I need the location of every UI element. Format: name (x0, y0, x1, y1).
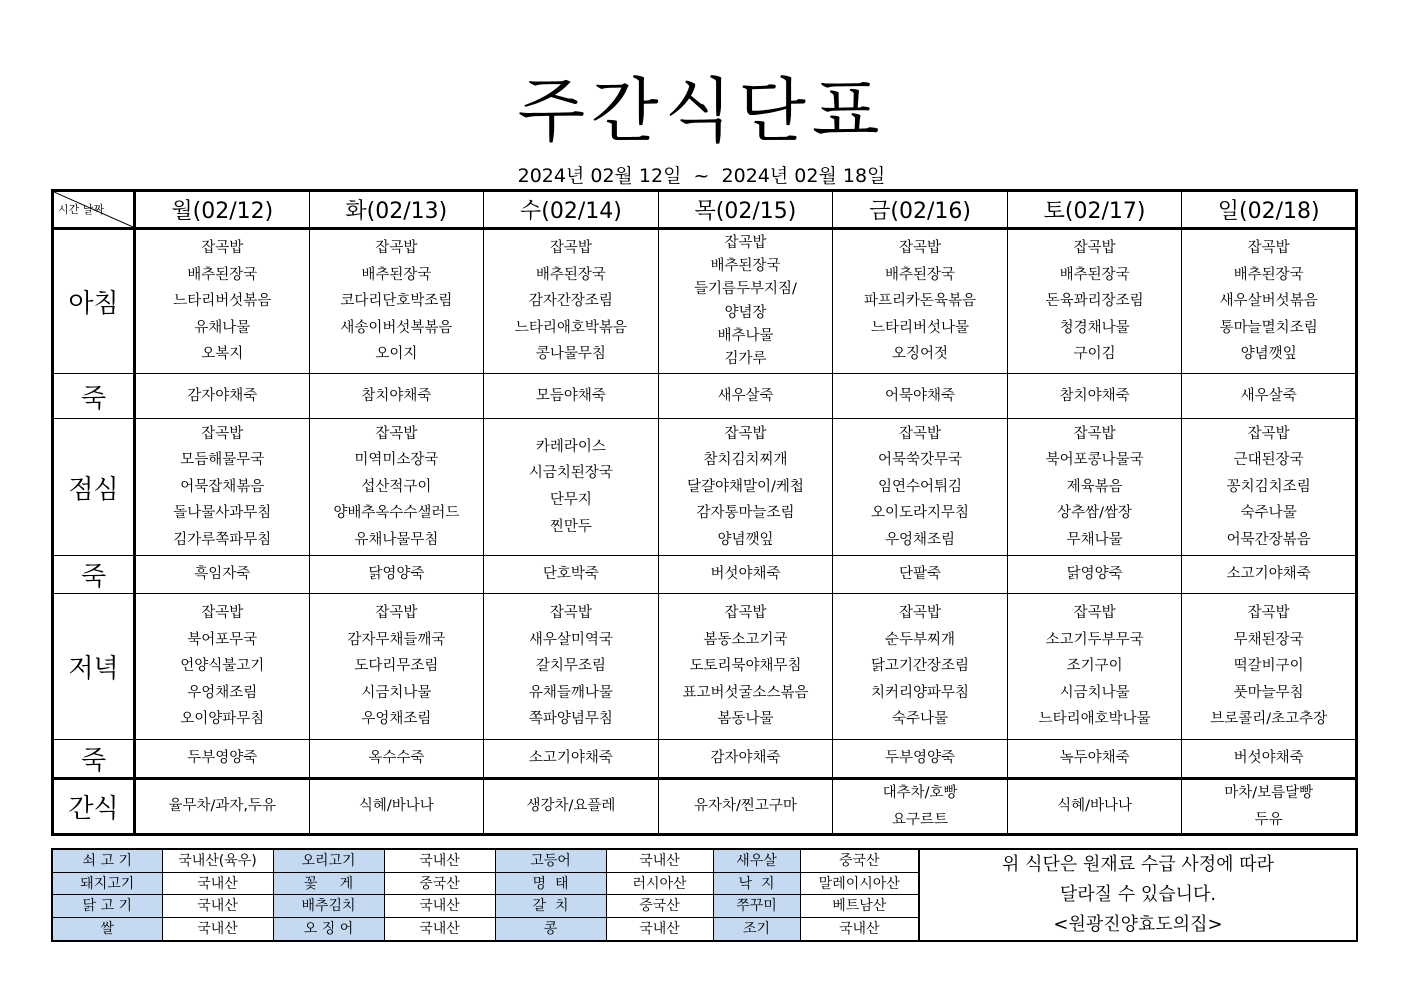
origin-country: 국내산 (384, 918, 495, 941)
ingredient-name: 명 태 (495, 872, 606, 895)
menu-item: 숙주나물 (1240, 505, 1297, 522)
menu-item: 꽁치김치조림 (1226, 478, 1311, 495)
menu-cell (135, 419, 310, 556)
menu-item: 떡갈비구이 (1233, 658, 1304, 675)
menu-item: 김가루 (724, 350, 767, 367)
note-line: <원광진양효도의집> (1053, 914, 1223, 935)
menu-item: 치커리양파무침 (871, 684, 970, 701)
menu-item: 새우살죽 (1240, 387, 1297, 404)
menu-item: 배추된장국 (361, 266, 432, 283)
ingredient-name: 꽃 게 (273, 872, 384, 895)
origin-country: 중국산 (606, 895, 713, 918)
menu-cell (309, 779, 484, 835)
menu-item: 언양식불고기 (180, 658, 265, 675)
menu-cell (135, 229, 310, 374)
ingredient-name: 조기 (713, 918, 800, 941)
menu-item: 시금치나물 (1059, 684, 1130, 701)
menu-cell (309, 740, 484, 779)
menu-item: 어묵쑥갓무국 (878, 452, 963, 469)
menu-item: 우엉채조림 (885, 531, 956, 548)
menu-item: 시금치된장국 (528, 465, 613, 482)
menu-cell (1182, 229, 1357, 374)
menu-item: 코다리단호박조림 (340, 293, 453, 310)
corner-label: 시간 날짜 (58, 203, 105, 216)
menu-cell (833, 556, 1008, 594)
menu-item: 상추쌈/쌈장 (1057, 505, 1133, 522)
menu-item: 잡곡밥 (1247, 240, 1290, 257)
menu-row-snack (53, 779, 1357, 835)
ingredient-name: 쭈꾸미 (713, 895, 800, 918)
menu-item: 돌나물사과무침 (173, 505, 272, 522)
page-title: 주간식단표 (517, 70, 886, 152)
menu-item: 버섯야채죽 (710, 566, 781, 583)
menu-item: 잡곡밥 (375, 605, 418, 622)
day-header-tue: 화(02/13) (309, 191, 484, 229)
menu-item: 도다리무조림 (354, 658, 439, 675)
menu-item: 오이도라지무침 (871, 505, 970, 522)
menu-cell (484, 374, 659, 419)
menu-item: 식혜/바나나 (1057, 798, 1133, 815)
menu-cell (135, 740, 310, 779)
menu-item: 양념깻잎 (717, 531, 774, 548)
meal-label: 죽 (53, 374, 135, 419)
menu-row-lunch (53, 419, 1357, 556)
menu-cell (833, 779, 1008, 835)
menu-cell (484, 556, 659, 594)
ingredient-name: 콩 (495, 918, 606, 941)
menu-item: 참치김치찌개 (703, 452, 788, 469)
menu-cell (1182, 556, 1357, 594)
menu-item: 배추된장국 (1059, 266, 1130, 283)
ingredient-name: 낙 지 (713, 872, 800, 895)
menu-item: 구이김 (1073, 346, 1116, 363)
menu-item: 섭산적구이 (361, 478, 432, 495)
meal-label: 아침 (53, 229, 135, 374)
menu-item: 순두부찌개 (885, 631, 956, 648)
menu-item: 브로콜리/초고추장 (1210, 711, 1328, 728)
menu-cell (1182, 374, 1357, 419)
menu-item: 쪽파양념무침 (528, 711, 613, 728)
menu-cell (309, 556, 484, 594)
menu-item: 미역미소장국 (354, 452, 439, 469)
menu-cell (1007, 779, 1182, 835)
menu-item: 옥수수죽 (368, 750, 425, 767)
ingredient-name: 쌀 (52, 918, 162, 941)
menu-item: 갈치무조림 (535, 658, 606, 675)
ingredient-name: 오 징 어 (273, 918, 384, 941)
menu-item: 오복지 (201, 346, 244, 363)
menu-cell (484, 229, 659, 374)
menu-row-dinner (53, 594, 1357, 740)
menu-item: 무채된장국 (1233, 631, 1304, 648)
menu-item: 두유 (1254, 811, 1283, 828)
menu-cell (484, 594, 659, 740)
origin-country: 국내산 (800, 918, 919, 941)
menu-cell (833, 229, 1008, 374)
menu-item: 북어포무국 (187, 631, 258, 648)
menu-item: 도토리묵야채무침 (689, 658, 802, 675)
menu-item: 닭영양죽 (1066, 566, 1123, 583)
menu-item: 숙주나물 (892, 711, 949, 728)
menu-item: 배추된장국 (187, 266, 258, 283)
origin-country: 러시아산 (606, 872, 713, 895)
menu-cell (658, 556, 833, 594)
origin-country: 국내산 (606, 849, 713, 872)
origin-country: 중국산 (384, 872, 495, 895)
origin-country: 국내산 (384, 849, 495, 872)
menu-item: 김가루쪽파무침 (173, 531, 272, 548)
menu-item: 찐만두 (549, 518, 592, 535)
menu-item: 배추된장국 (710, 258, 781, 275)
origin-row (52, 849, 1357, 872)
ingredient-name: 배추김치 (273, 895, 384, 918)
menu-item: 버섯야채죽 (1233, 750, 1304, 767)
menu-cell (1182, 594, 1357, 740)
menu-item: 잡곡밥 (1073, 605, 1116, 622)
menu-item: 닭영양죽 (368, 566, 425, 583)
ingredient-name: 닭 고 기 (52, 895, 162, 918)
day-header-fri: 금(02/16) (833, 191, 1008, 229)
menu-item: 봄동나물 (717, 711, 774, 728)
menu-item: 두부영양죽 (187, 750, 258, 767)
menu-item: 잡곡밥 (1247, 425, 1290, 442)
menu-cell (658, 779, 833, 835)
menu-item: 소고기야채죽 (528, 750, 613, 767)
menu-item: 배추된장국 (885, 266, 956, 283)
menu-cell (1007, 229, 1182, 374)
menu-item: 유채나물 (194, 319, 251, 336)
origin-country: 국내산 (162, 895, 273, 918)
menu-item: 잡곡밥 (899, 605, 942, 622)
menu-item: 식혜/바나나 (358, 798, 434, 815)
menu-cell (658, 374, 833, 419)
menu-item: 무채나물 (1066, 531, 1123, 548)
menu-item: 배추나물 (717, 327, 774, 344)
origin-country: 중국산 (800, 849, 919, 872)
menu-item: 잡곡밥 (899, 425, 942, 442)
menu-item: 느타리애호박나물 (1038, 711, 1151, 728)
menu-item: 새우살미역국 (528, 631, 613, 648)
menu-cell (833, 374, 1008, 419)
menu-item: 잡곡밥 (1073, 425, 1116, 442)
menu-item: 새우살버섯볶음 (1219, 293, 1318, 310)
menu-item: 양배추옥수수샐러드 (333, 505, 460, 522)
menu-item: 잡곡밥 (375, 240, 418, 257)
menu-item: 소고기야채죽 (1226, 566, 1311, 583)
menu-item: 느타리애호박볶음 (514, 319, 627, 336)
ingredient-name: 고등어 (495, 849, 606, 872)
menu-item: 대추차/호빵 (882, 785, 958, 801)
menu-item: 새송이버섯복볶음 (340, 319, 453, 336)
menu-item: 봄동소고기국 (703, 631, 788, 648)
menu-cell (309, 594, 484, 740)
menu-cell (1182, 740, 1357, 779)
menu-cell (135, 594, 310, 740)
menu-item: 요구르트 (892, 811, 949, 828)
menu-item: 모듬해물무국 (180, 452, 265, 469)
meal-label: 저녁 (53, 594, 135, 740)
menu-item: 통마늘멸치조림 (1219, 319, 1318, 336)
weekly-menu-table (51, 189, 1358, 836)
origin-country: 베트남산 (800, 895, 919, 918)
menu-item: 참치야채죽 (361, 387, 432, 404)
menu-item: 잡곡밥 (201, 605, 244, 622)
menu-item: 잡곡밥 (549, 240, 592, 257)
day-header-row (53, 191, 1357, 229)
menu-item: 닭고기간장조림 (871, 658, 970, 675)
menu-cell (135, 374, 310, 419)
menu-item: 감자야채죽 (187, 387, 258, 404)
menu-cell (1007, 594, 1182, 740)
menu-item: 감자야채죽 (710, 750, 781, 767)
supply-note (919, 849, 1357, 941)
menu-cell (1182, 419, 1357, 556)
menu-row-porridge (53, 374, 1357, 419)
menu-cell (1007, 740, 1182, 779)
ingredient-name: 오리고기 (273, 849, 384, 872)
menu-cell (658, 594, 833, 740)
menu-item: 단무지 (549, 492, 592, 508)
menu-item: 오이양파무침 (180, 711, 265, 728)
day-header-mon: 월(02/12) (135, 191, 310, 229)
menu-item: 잡곡밥 (375, 425, 418, 442)
menu-cell (309, 229, 484, 374)
menu-item: 어묵잡채볶음 (180, 478, 265, 495)
menu-item: 청경채나물 (1059, 319, 1130, 336)
menu-item: 배추된장국 (535, 266, 606, 283)
meal-label: 죽 (53, 740, 135, 779)
menu-item: 카레라이스 (535, 438, 606, 455)
meal-label: 간식 (53, 779, 135, 835)
menu-cell (658, 419, 833, 556)
menu-item: 파프리카돈육볶음 (864, 293, 977, 310)
menu-item: 풋마늘무침 (1233, 684, 1304, 701)
menu-item: 잡곡밥 (724, 234, 767, 251)
menu-item: 제육볶음 (1066, 478, 1123, 495)
date-range: 2024년 02월 12일 ~ 2024년 02월 18일 (517, 165, 886, 187)
corner-header (53, 191, 135, 229)
menu-item: 잡곡밥 (724, 605, 767, 622)
menu-item: 녹두야채죽 (1059, 750, 1130, 767)
menu-item: 양념장 (724, 304, 767, 321)
day-header-thu: 목(02/15) (658, 191, 833, 229)
menu-item: 시금치나물 (361, 684, 432, 701)
menu-item: 우엉채조림 (187, 684, 258, 701)
origin-country: 국내산(육우) (162, 849, 273, 872)
menu-item: 율무차/과자,두유 (168, 798, 277, 815)
menu-row-porridge (53, 740, 1357, 779)
menu-item: 잡곡밥 (899, 240, 942, 257)
menu-cell (1007, 419, 1182, 556)
menu-item: 잡곡밥 (201, 240, 244, 257)
menu-item: 잡곡밥 (549, 605, 592, 622)
menu-item: 참치야채죽 (1059, 387, 1130, 404)
meal-label: 점심 (53, 419, 135, 556)
menu-item: 유채들깨나물 (528, 684, 613, 701)
menu-item: 유채나물무침 (354, 531, 439, 548)
menu-cell (484, 779, 659, 835)
menu-cell (1007, 556, 1182, 594)
menu-item: 임연수어튀김 (878, 478, 963, 495)
menu-item: 단호박죽 (542, 566, 599, 583)
menu-item: 생강차/요플레 (526, 798, 616, 815)
menu-item: 흑임자죽 (194, 566, 251, 583)
origin-country: 말레이시아산 (800, 872, 919, 895)
day-header-sat: 토(02/17) (1007, 191, 1182, 229)
menu-item: 잡곡밥 (1247, 605, 1290, 622)
menu-item: 감자통마늘조림 (696, 505, 795, 522)
menu-cell (1182, 779, 1357, 835)
menu-item: 표고버섯굴소스볶음 (682, 684, 809, 701)
menu-item: 북어포콩나물국 (1045, 452, 1144, 469)
menu-item: 어묵야채죽 (885, 387, 956, 404)
menu-cell (309, 419, 484, 556)
menu-cell (833, 594, 1008, 740)
origin-country: 국내산 (162, 918, 273, 941)
menu-item: 감자무채들깨국 (347, 631, 446, 648)
menu-item: 새우살죽 (717, 387, 774, 404)
menu-item: 잡곡밥 (724, 425, 767, 442)
menu-cell (135, 556, 310, 594)
menu-cell (484, 419, 659, 556)
menu-item: 느타리버섯나물 (871, 319, 970, 336)
menu-item: 돈육꽈리장조림 (1045, 293, 1144, 310)
day-header-wed: 수(02/14) (484, 191, 659, 229)
menu-item: 모듬야채죽 (535, 387, 606, 404)
menu-item: 오징어젓 (892, 346, 949, 363)
ingredient-name: 돼지고기 (52, 872, 162, 895)
menu-cell (658, 229, 833, 374)
menu-item: 소고기두부무국 (1045, 631, 1144, 648)
menu-item: 마차/보름달빵 (1224, 785, 1314, 801)
menu-item: 감자간장조림 (528, 293, 613, 310)
ingredient-name: 새우살 (713, 849, 800, 872)
menu-item: 잡곡밥 (1073, 240, 1116, 257)
menu-item: 잡곡밥 (201, 425, 244, 442)
origin-country: 국내산 (162, 872, 273, 895)
menu-item: 우엉채조림 (361, 711, 432, 728)
menu-item: 오이지 (375, 346, 418, 363)
menu-item: 근대된장국 (1233, 452, 1304, 469)
menu-row-breakfast (53, 229, 1357, 374)
ingredient-name: 쇠 고 기 (52, 849, 162, 872)
menu-item: 들기름두부지짐/ (694, 281, 797, 298)
menu-cell (833, 740, 1008, 779)
menu-item: 어묵간장볶음 (1226, 531, 1311, 548)
menu-cell (658, 740, 833, 779)
note-line: 위 식단은 원재료 수급 사정에 따라 (1001, 854, 1275, 875)
menu-item: 콩나물무침 (535, 346, 606, 363)
menu-item: 달걀야채말이/케첩 (686, 478, 804, 495)
day-header-sun: 일(02/18) (1182, 191, 1357, 229)
menu-cell (135, 779, 310, 835)
origin-country: 국내산 (606, 918, 713, 941)
note-line: 달라질 수 있습니다. (1059, 884, 1217, 905)
menu-item: 배추된장국 (1233, 266, 1304, 283)
menu-item: 단팥죽 (899, 566, 942, 583)
meal-label: 죽 (53, 556, 135, 594)
menu-item: 유자차/찐고구마 (694, 798, 797, 815)
menu-cell (309, 374, 484, 419)
menu-item: 양념깻잎 (1240, 346, 1297, 363)
menu-item: 두부영양죽 (885, 750, 956, 767)
menu-row-porridge (53, 556, 1357, 594)
origin-table (51, 848, 1358, 942)
menu-cell (484, 740, 659, 779)
menu-cell (833, 419, 1008, 556)
menu-item: 조기구이 (1066, 658, 1123, 675)
menu-item: 느타리버섯볶음 (173, 293, 272, 310)
origin-country: 국내산 (384, 895, 495, 918)
ingredient-name: 갈 치 (495, 895, 606, 918)
menu-cell (1007, 374, 1182, 419)
